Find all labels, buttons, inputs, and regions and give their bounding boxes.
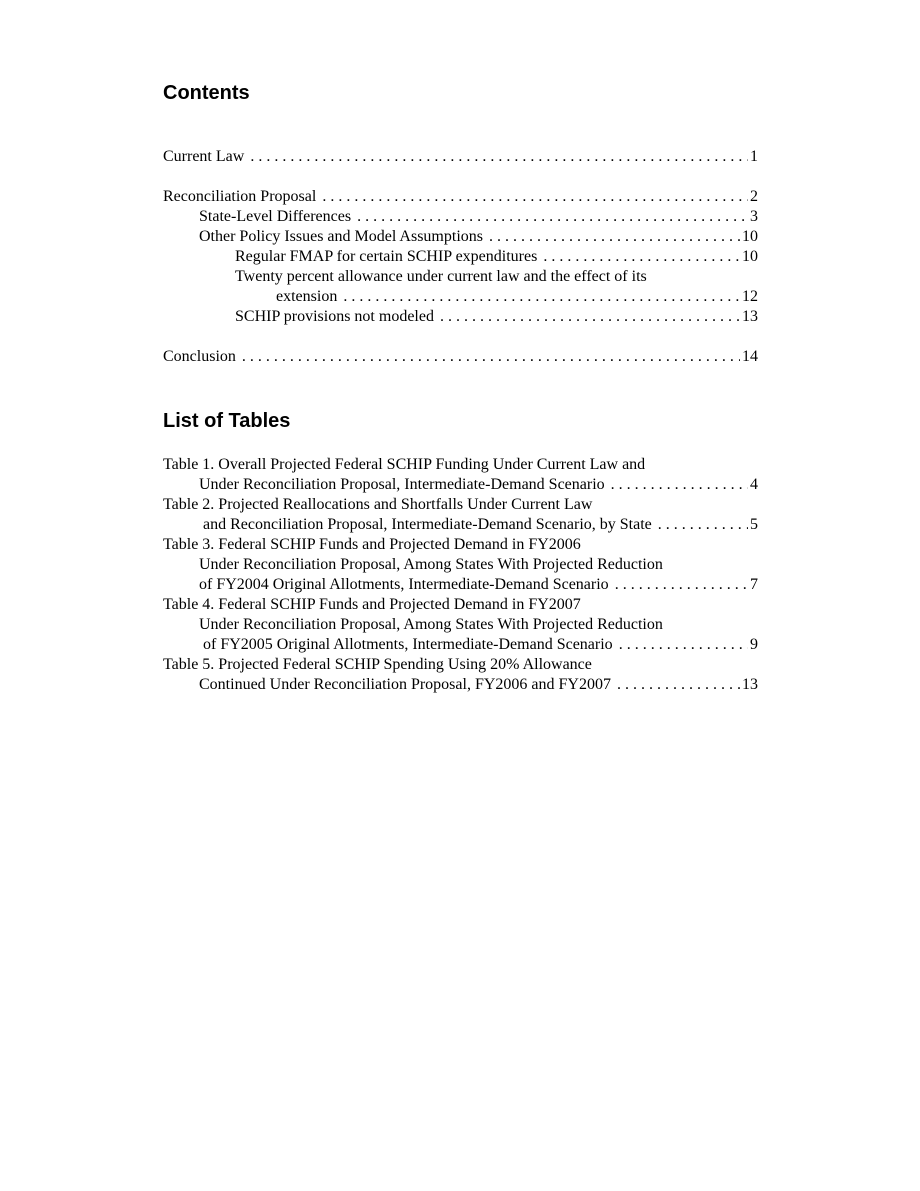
toc-entry-schip-not-modeled[interactable]	[163, 307, 758, 327]
dot-leader	[543, 247, 740, 267]
toc-entry-regular-fmap[interactable]	[163, 247, 758, 267]
table-entry-4[interactable]	[163, 635, 758, 655]
table-entry-4-line2[interactable]: Under Reconciliation Proposal, Among States With Projected Reduction	[199, 616, 663, 633]
toc-entry-title: Other Policy Issues and Model Assumptions	[199, 228, 483, 245]
toc-entry-title: SCHIP provisions not modeled	[235, 308, 434, 325]
table-entry-3-line2[interactable]: Under Reconciliation Proposal, Among States With Projected Reduction	[199, 556, 663, 573]
dot-leader	[619, 635, 748, 655]
table-entry-page: 5	[750, 516, 758, 533]
dot-leader	[250, 147, 748, 167]
list-of-tables-heading: List of Tables	[163, 410, 291, 432]
table-entry-1-line1[interactable]: Table 1. Overall Projected Federal SCHIP Funding Under Current Law and	[163, 456, 646, 473]
dot-leader	[322, 187, 748, 207]
table-entry-page: 7	[750, 576, 758, 593]
toc-entry-title: Reconciliation Proposal	[163, 188, 317, 205]
toc-entry-title: Current Law	[163, 148, 245, 165]
table-entry-3[interactable]	[163, 575, 758, 595]
toc-entry-page: 10	[742, 248, 758, 265]
dot-leader	[357, 207, 748, 227]
toc-entry-page: 2	[750, 188, 758, 205]
table-entry-page: 9	[750, 636, 758, 653]
dot-leader	[489, 227, 740, 247]
table-entry-2-line1[interactable]: Table 2. Projected Reallocations and Shortfalls Under Current Law	[163, 496, 593, 513]
toc-entry-current-law[interactable]	[163, 147, 758, 167]
dot-leader	[242, 347, 740, 367]
table-entry-title: of FY2004 Original Allotments, Intermediate-Demand Scenario	[199, 576, 609, 593]
toc-entry-state-level-differences[interactable]	[163, 207, 758, 227]
table-entry-5-line1[interactable]: Table 5. Projected Federal SCHIP Spending Using 20% Allowance	[163, 656, 592, 673]
table-entry-1[interactable]	[163, 475, 758, 495]
contents-heading: Contents	[163, 82, 250, 104]
contents-list	[163, 147, 758, 367]
toc-entry-title: Conclusion	[163, 348, 236, 365]
toc-entry-twenty-percent-line1[interactable]: Twenty percent allowance under current law and the effect of its	[235, 268, 647, 285]
toc-entry-page: 14	[742, 348, 758, 365]
dot-leader	[343, 287, 740, 307]
dot-leader	[658, 515, 748, 535]
toc-entry-title: extension	[276, 288, 338, 305]
toc-entry-title: State-Level Differences	[199, 208, 352, 225]
toc-entry-conclusion[interactable]	[163, 347, 758, 367]
table-entry-page: 13	[742, 676, 758, 693]
table-entry-5[interactable]	[163, 675, 758, 695]
toc-entry-page: 10	[742, 228, 758, 245]
tables-list	[163, 455, 758, 695]
toc-entry-title: Regular FMAP for certain SCHIP expenditures	[235, 248, 538, 265]
toc-entry-page: 1	[750, 148, 758, 165]
toc-entry-page: 13	[742, 308, 758, 325]
toc-entry-other-policy-issues[interactable]	[163, 227, 758, 247]
dot-leader	[440, 307, 740, 327]
table-entry-title: and Reconciliation Proposal, Intermediate-Demand Scenario, by State	[203, 516, 652, 533]
toc-entry-page: 12	[742, 288, 758, 305]
dot-leader	[611, 475, 748, 495]
dot-leader	[615, 575, 748, 595]
toc-entry-twenty-percent[interactable]	[163, 287, 758, 307]
table-entry-title: Under Reconciliation Proposal, Intermediate-Demand Scenario	[199, 476, 605, 493]
table-entry-2[interactable]	[163, 515, 758, 535]
table-entry-3-line1[interactable]: Table 3. Federal SCHIP Funds and Projected Demand in FY2006	[163, 536, 581, 553]
toc-entry-reconciliation-proposal[interactable]	[163, 187, 758, 207]
dot-leader	[617, 675, 740, 695]
table-entry-4-line1[interactable]: Table 4. Federal SCHIP Funds and Projected Demand in FY2007	[163, 596, 581, 613]
table-entry-title: of FY2005 Original Allotments, Intermediate-Demand Scenario	[203, 636, 613, 653]
table-entry-title: Continued Under Reconciliation Proposal, FY2006 and FY2007	[199, 676, 611, 693]
toc-entry-page: 3	[750, 208, 758, 225]
table-entry-page: 4	[750, 476, 758, 493]
